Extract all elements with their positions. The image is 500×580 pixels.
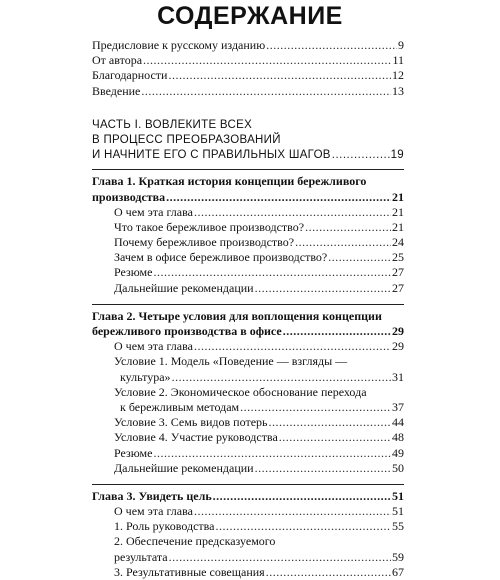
- chapter-title-line: производства: [92, 189, 166, 204]
- leader-dots: [169, 550, 391, 565]
- toc-entry-title: Благодарности: [92, 68, 168, 83]
- toc-entry[interactable]: [92, 339, 404, 354]
- leader-dots: [168, 68, 391, 83]
- divider: [92, 304, 404, 305]
- toc-entry-title: О чем эта глава: [114, 204, 193, 219]
- toc-page-number: 24: [392, 235, 404, 250]
- leader-dots: [279, 430, 391, 445]
- leader-dots: [295, 235, 391, 250]
- toc-page-number: 51: [392, 488, 404, 503]
- toc-entry[interactable]: [92, 430, 404, 445]
- toc-entry[interactable]: [92, 565, 404, 580]
- leader-dots: [194, 205, 391, 220]
- toc-chapter-1[interactable]: [92, 174, 404, 204]
- leader-dots: [266, 38, 397, 53]
- toc-entry-title: Условие 1. Модель «Поведение — взгляды —: [114, 354, 348, 369]
- toc-page-number: 13: [392, 83, 404, 98]
- toc-entry-introduction[interactable]: [92, 84, 404, 99]
- toc-entry-from-author[interactable]: [92, 53, 404, 68]
- chapter-title-line: Глава 1. Краткая история концепции бережливого: [92, 174, 367, 189]
- toc-page-number: 21: [392, 219, 404, 234]
- toc-page-number: 55: [392, 519, 404, 534]
- toc-entry-title: Дальнейшие рекомендации: [114, 280, 254, 295]
- toc-entry-title-cont: культура»: [120, 369, 171, 384]
- toc-page-number: 29: [392, 324, 404, 338]
- toc-chapter-2[interactable]: [92, 309, 404, 339]
- leader-dots: [194, 504, 391, 519]
- toc-page-number: 29: [392, 339, 404, 354]
- toc-entry[interactable]: [92, 461, 404, 476]
- toc-page-number: 21: [392, 189, 404, 204]
- leader-dots: [328, 250, 391, 265]
- toc-entry-title: Что такое бережливое производство?: [114, 219, 305, 234]
- toc-page-number: 44: [392, 415, 404, 430]
- toc-entry-title-cont: к бережливым методам: [120, 399, 240, 414]
- toc-page-number: 51: [392, 504, 404, 519]
- leader-dots: [305, 220, 391, 235]
- toc-chapter-3[interactable]: [92, 489, 404, 504]
- toc-entry[interactable]: [92, 205, 404, 220]
- part-title-line: В ПРОЦЕСС ПРЕОБРАЗОВАНИЙ: [92, 133, 281, 146]
- toc-entry-title: Введение: [92, 83, 141, 98]
- toc-entry-title: О чем эта глава: [114, 339, 193, 354]
- toc-entry[interactable]: [92, 519, 404, 534]
- toc-entry[interactable]: [92, 250, 404, 265]
- toc-page-number: 21: [392, 204, 404, 219]
- leader-dots: [255, 461, 391, 476]
- part-title-line: И НАЧНИТЕ ЕГО С ПРАВИЛЬНЫХ ШАГОВ: [92, 149, 331, 162]
- toc-entry-title: Дальнейшие рекомендации: [114, 460, 254, 475]
- leader-dots: [153, 446, 391, 461]
- leader-dots: [213, 489, 391, 504]
- toc-entry-title: 3. Результативные совещания: [114, 564, 265, 579]
- leader-dots: [194, 339, 391, 354]
- toc-entry-title: Условие 4. Участие руководства: [114, 430, 278, 445]
- toc-page-number: 27: [392, 265, 404, 280]
- chapter-title-line: бережливого производства в офисе: [92, 324, 282, 338]
- leader-dots: [283, 324, 391, 339]
- toc-entry-title: Резюме: [114, 265, 153, 280]
- toc-entry-title: Зачем в офисе бережливое производство?: [114, 250, 328, 265]
- chapter-title-line: Глава 3. Увидеть цель: [92, 488, 212, 503]
- toc-page-number: 48: [392, 430, 404, 445]
- toc-entry[interactable]: [92, 265, 404, 280]
- toc-entry-title: От автора: [92, 53, 143, 68]
- toc-page-number: 9: [398, 38, 404, 52]
- toc-part-1[interactable]: [92, 118, 404, 164]
- leader-dots: [266, 565, 391, 580]
- leader-dots: [240, 400, 391, 415]
- leader-dots: [172, 370, 391, 385]
- leader-dots: [141, 84, 391, 99]
- toc-entry-title: Условие 2. Экономическое обоснование перехода: [114, 384, 367, 399]
- leader-dots: [269, 415, 392, 430]
- leader-dots: [332, 148, 390, 163]
- toc-entry-title: 1. Роль руководства: [114, 519, 215, 534]
- toc-entry[interactable]: [92, 220, 404, 235]
- leader-dots: [143, 53, 391, 68]
- toc-entry-preface[interactable]: [92, 38, 404, 53]
- toc-page-number: 12: [392, 68, 404, 83]
- toc-entry[interactable]: [92, 385, 404, 415]
- toc-entry-title: Предисловие к русскому изданию: [92, 38, 266, 52]
- toc-page-number: 59: [392, 549, 404, 564]
- toc-entry[interactable]: [92, 354, 404, 384]
- toc-entry[interactable]: [92, 534, 404, 564]
- leader-dots: [255, 281, 391, 296]
- toc-page-number: 37: [392, 399, 404, 414]
- page-title: СОДЕРЖАНИЕ: [157, 2, 343, 30]
- toc-entry[interactable]: [92, 281, 404, 296]
- toc-page-number: 11: [392, 53, 404, 68]
- leader-dots: [216, 519, 392, 534]
- table-of-contents: [92, 38, 404, 580]
- toc-entry-title-cont: результата: [114, 549, 168, 564]
- toc-entry-title: О чем эта глава: [114, 504, 193, 519]
- leader-dots: [166, 190, 391, 205]
- chapter-title-line: Глава 2. Четыре условия для воплощения концепции: [92, 308, 382, 323]
- toc-entry-acknowledgements[interactable]: [92, 68, 404, 83]
- divider: [92, 169, 404, 170]
- toc-page-number: 67: [392, 564, 404, 579]
- toc-entry[interactable]: [92, 446, 404, 461]
- toc-entry-title: Условие 3. Семь видов потерь: [114, 415, 268, 430]
- toc-page-number: 31: [392, 369, 404, 384]
- toc-entry-title: Почему бережливое производство?: [114, 235, 295, 250]
- toc-page-number: 25: [392, 250, 404, 265]
- divider: [92, 484, 404, 485]
- leader-dots: [153, 265, 391, 280]
- toc-page-number: 50: [392, 460, 404, 475]
- toc-page-number: 27: [392, 280, 404, 295]
- part-title-line: ЧАСТЬ I. ВОВЛЕКИТЕ ВСЕХ: [92, 118, 253, 131]
- toc-entry-title: Резюме: [114, 445, 153, 460]
- toc-entry[interactable]: [92, 415, 404, 430]
- toc-page-number: 19: [390, 149, 404, 162]
- toc-entry[interactable]: [92, 235, 404, 250]
- toc-page-number: 49: [392, 445, 404, 460]
- toc-entry-title: 2. Обеспечение предсказуемого: [114, 534, 276, 549]
- toc-entry[interactable]: [92, 504, 404, 519]
